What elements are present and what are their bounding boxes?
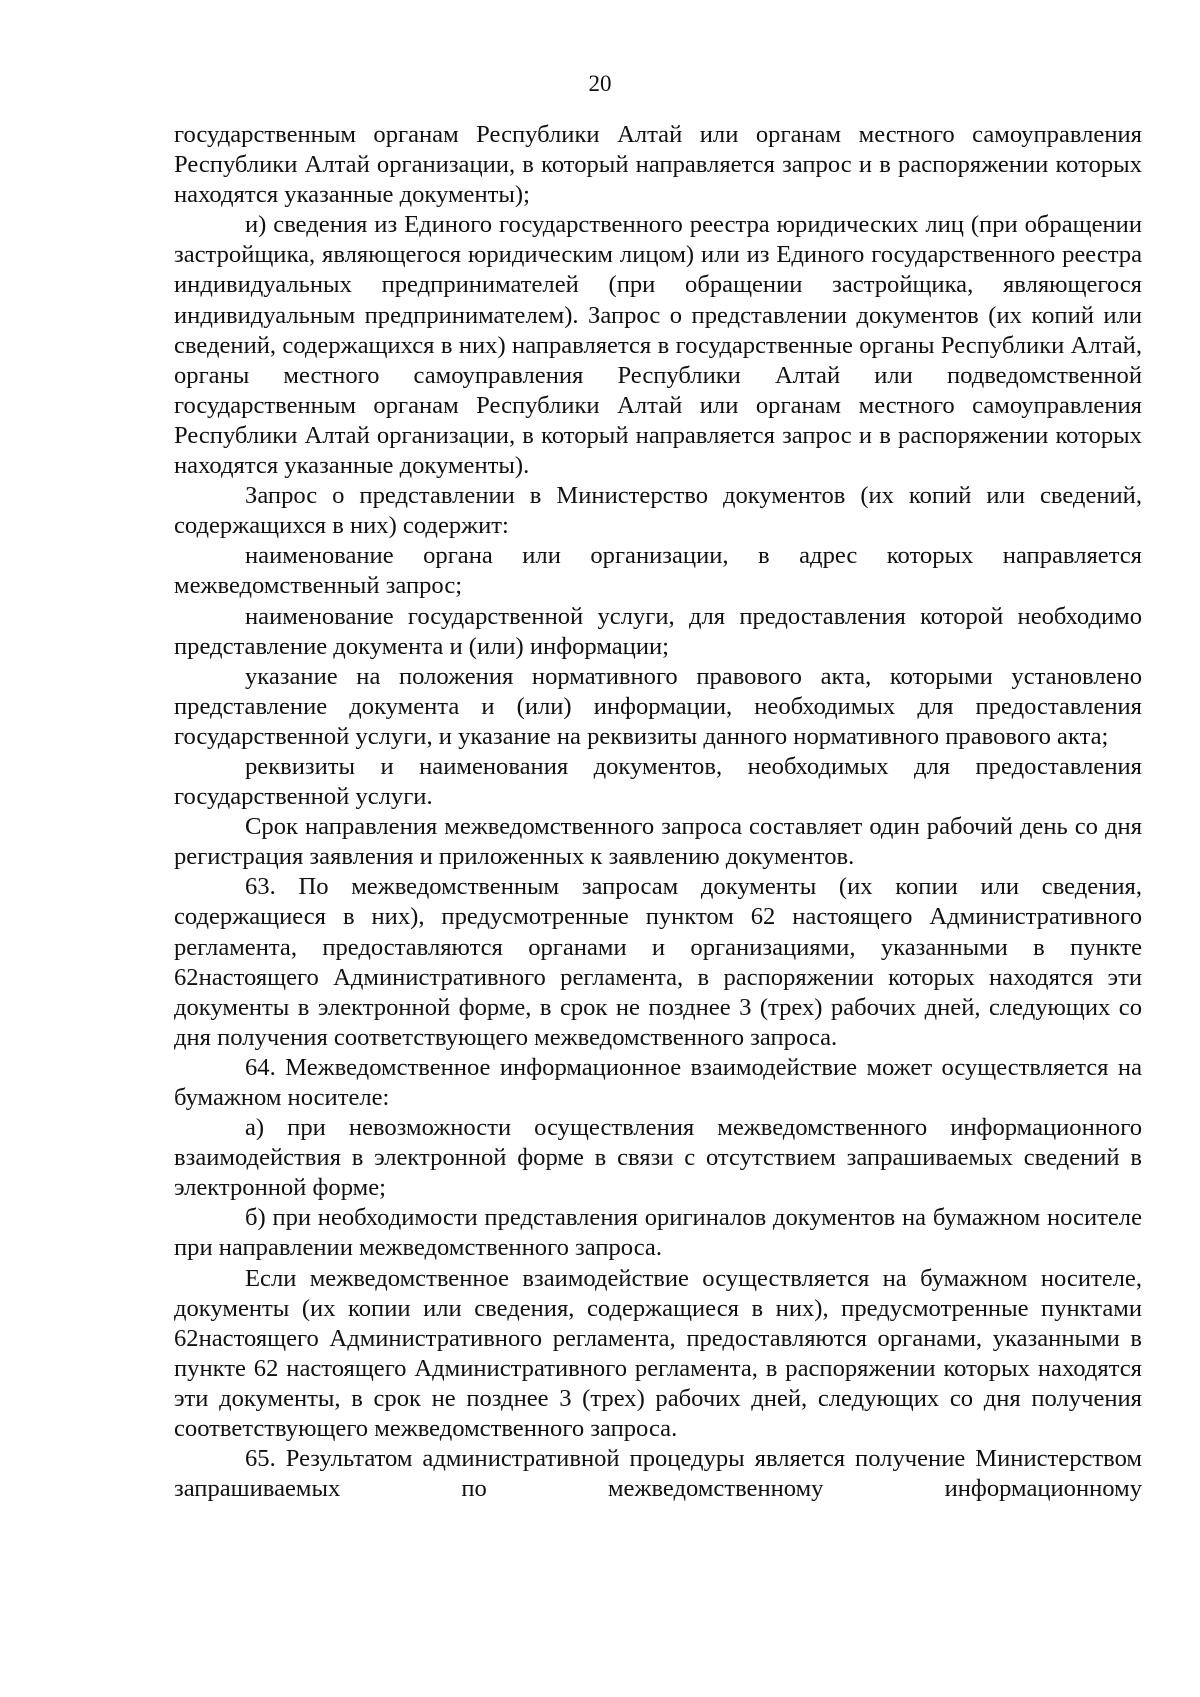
paragraph: а) при невозможности осуществления межведомственного информационного взаимодействия в электронной форме в связи с отсутствием запрашиваемых сведений в электронной форме;: [174, 1114, 1142, 1202]
paragraph: указание на положения нормативного правового акта, которыми установлено представление документа и (или) информации, необходимых для предоставления государственной услуги, и указание на реквизиты данного нормативного правового акта;: [174, 662, 1142, 750]
paragraph: и) сведения из Единого государственного реестра юридических лиц (при обращении застройщика, являющегося юридическим лицом) или из Единого государственного реестра индивидуальных предпринимателей (при обращении застройщика, являющегося индивидуальным предпринимателем). Запрос о представлении документов (их копий или сведений, содержащихся в них) направляется в государственные органы Республики Алтай, органы местного самоуправления Республики Алтай или подведомственной государственным органам Республики Алтай или органам местного самоуправления Республики Алтай организации, в который направляется запрос и в распоряжении которых находятся указанные документы).: [174, 211, 1142, 480]
document-body: [174, 120, 1142, 1504]
paragraph: Запрос о представлении в Министерство документов (их копий или сведений, содержащихся в них) содержит:: [174, 482, 1142, 540]
paragraph: реквизиты и наименования документов, необходимых для предоставления государственной услуги.: [174, 752, 1142, 811]
paragraph: Срок направления межведомственного запроса составляет один рабочий день со дня регистрация заявления и приложенных к заявлению документов.: [174, 813, 1142, 871]
paragraph: 63. По межведомственным запросам документы (их копии или сведения, содержащиеся в них), предусмотренные пунктом 62 настоящего Административного регламента, предоставляются органами и организациями, указанными в пункте 62настоящего Административного регламента, в распоряжении которых находятся эти документы в электронной форме, в срок не позднее 3 (трех) рабочих дней, следующих со дня получения соответствующего межведомственного запроса.: [174, 873, 1142, 1051]
page-number: 20: [588, 71, 612, 96]
paragraph: 64. Межведомственное информационное взаимодействие может осуществляется на бумажном носителе:: [174, 1053, 1142, 1111]
paragraph: наименование государственной услуги, для предоставления которой необходимо представление документа и (или) информации;: [174, 602, 1142, 660]
paragraph: наименование органа или организации, в адрес которых направляется межведомственный запрос;: [174, 542, 1142, 600]
paragraph: б) при необходимости представления оригиналов документов на бумажном носителе при направлении межведомственного запроса.: [174, 1204, 1142, 1262]
paragraph: 65. Результатом административной процедуры является получение Министерством запрашиваемых по межведомственному информационному: [174, 1445, 1142, 1503]
paragraph: государственным органам Республики Алтай или органам местного самоуправления Республики Алтай организации, в который направляется запрос и в распоряжении которых находятся указанные документы);: [174, 121, 1142, 209]
paragraph: Если межведомственное взаимодействие осуществляется на бумажном носителе, документы (их копии или сведения, содержащиеся в них), предусмотренные пунктами 62настоящего Административного регламента, предоставляются органами, указанными в пункте 62 настоящего Административного регламента, в распоряжении которых находятся эти документы, в срок не позднее 3 (трех) рабочих дней, следующих со дня получения соответствующего межведомственного запроса.: [174, 1264, 1142, 1443]
